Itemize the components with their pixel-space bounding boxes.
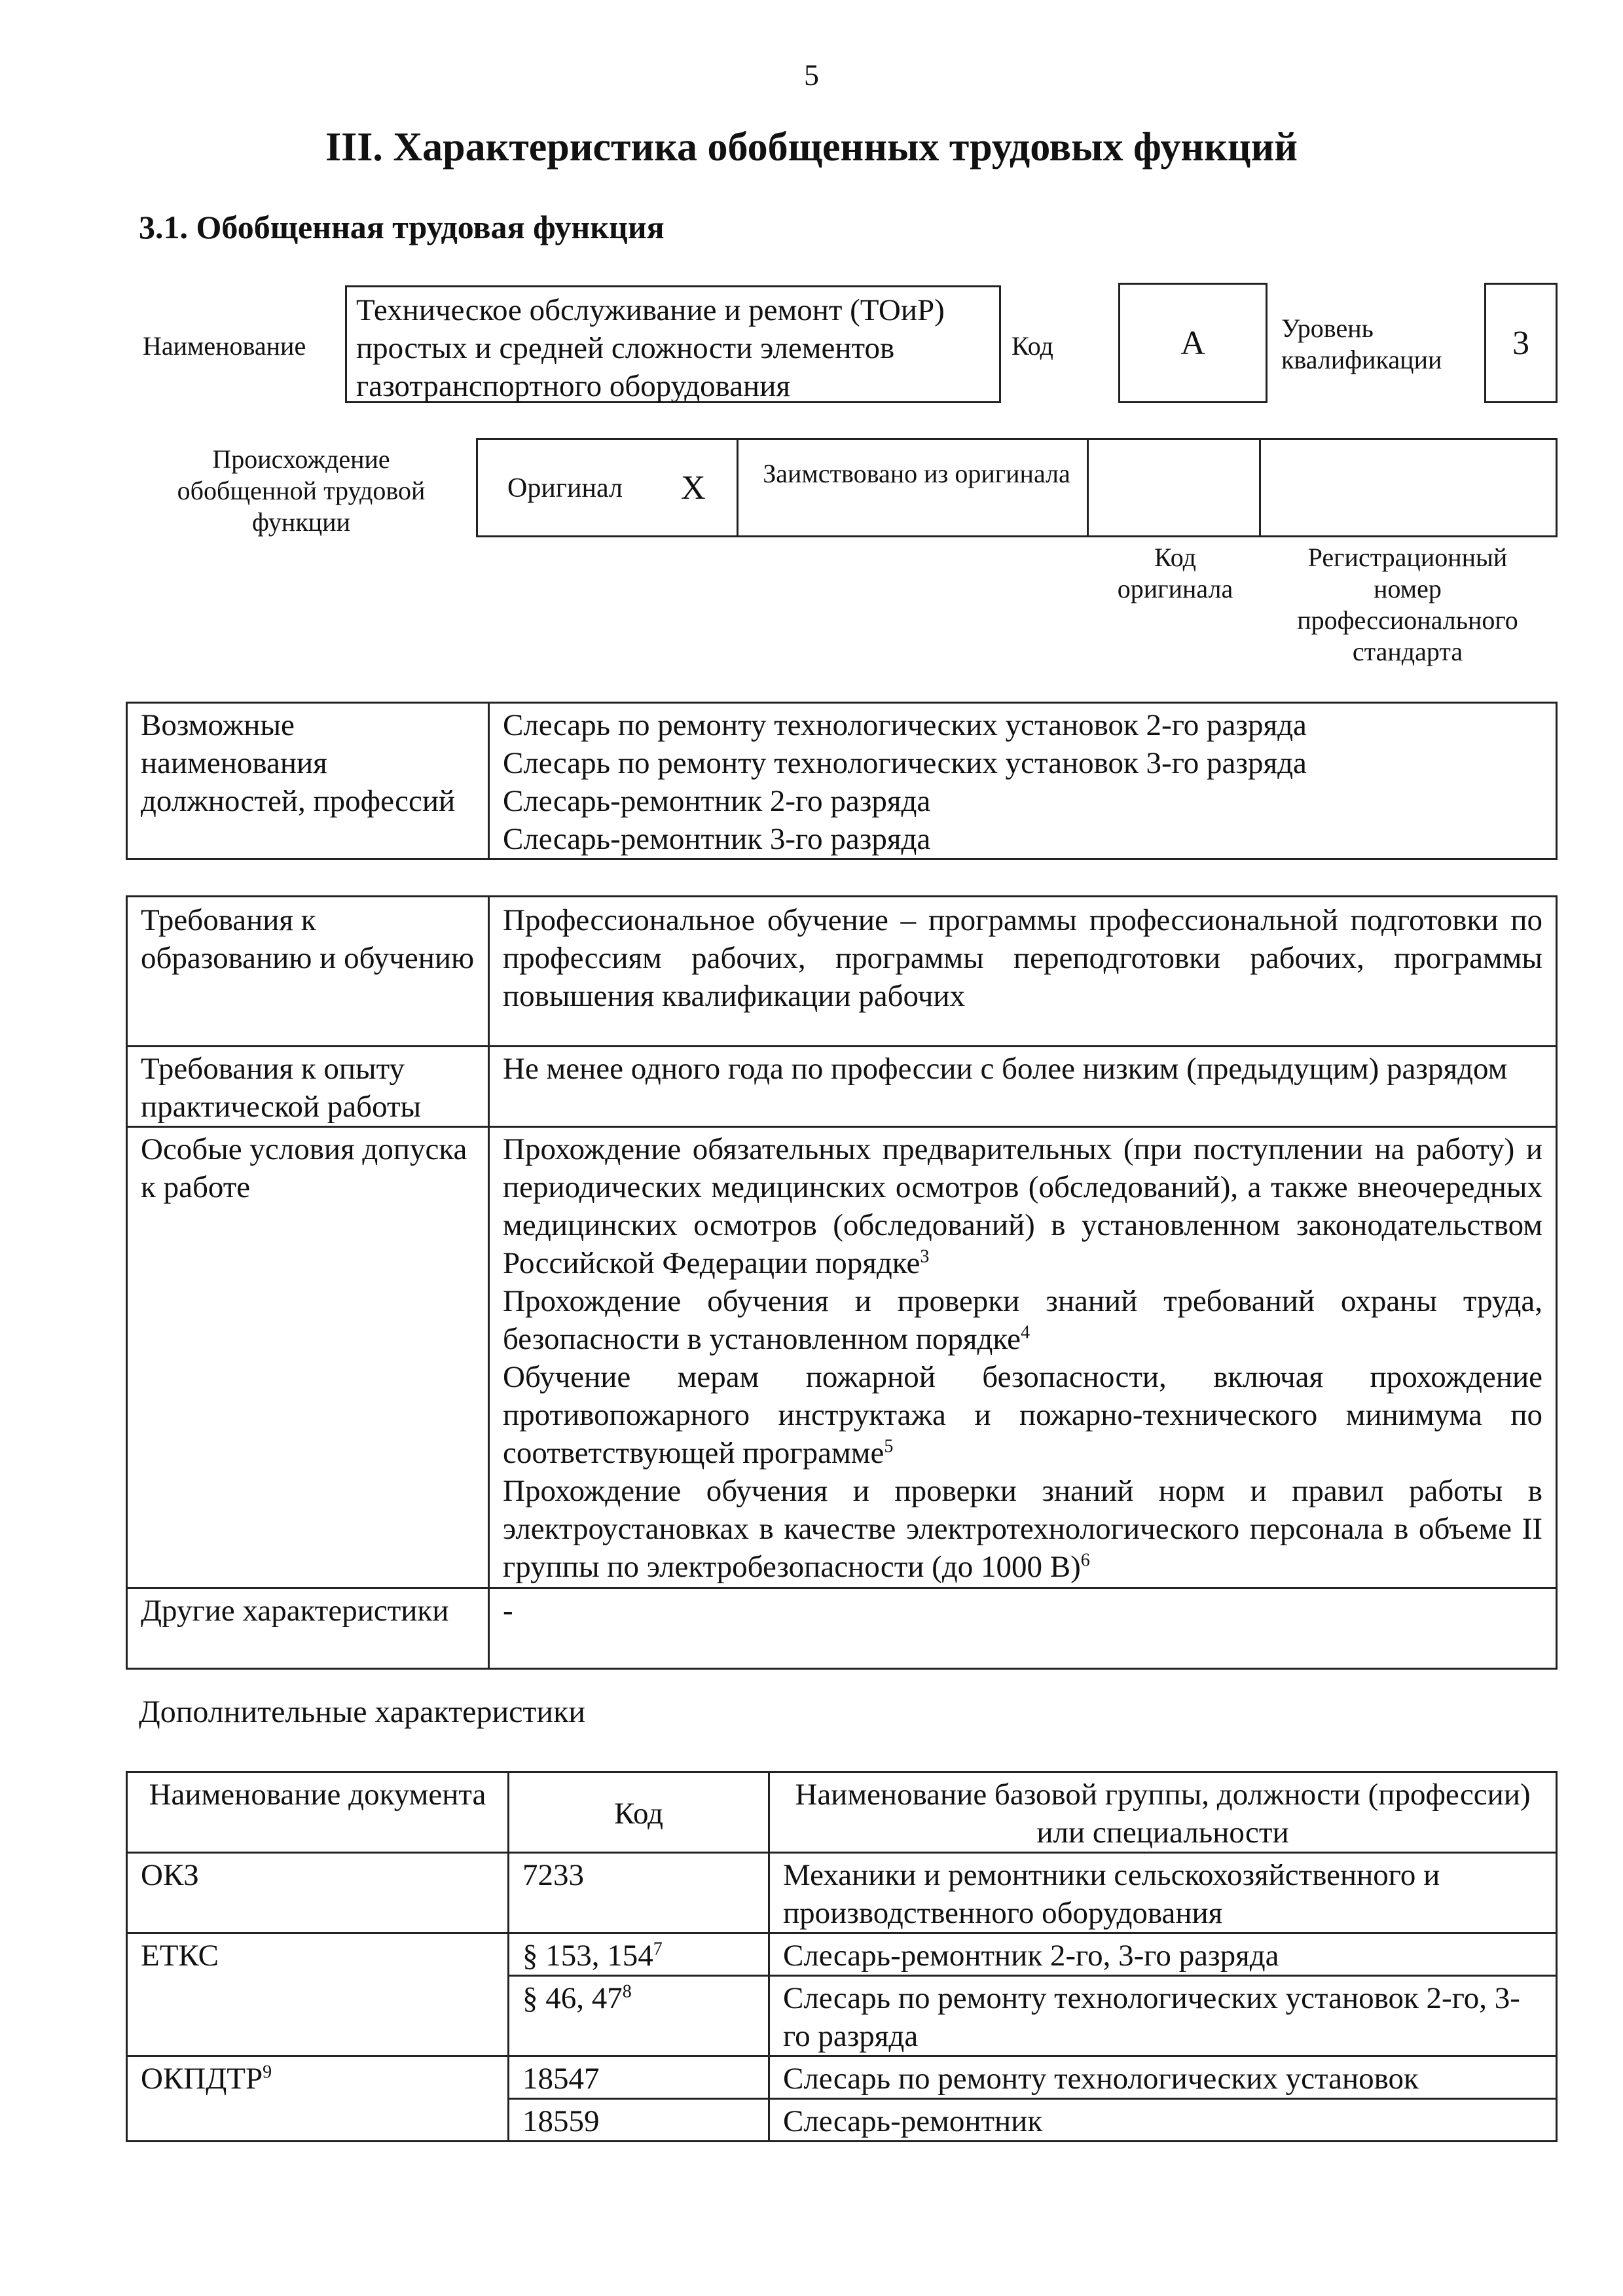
name-cell: Механики и ремонтники сельскохозяйственного и производственного оборудования	[769, 1853, 1557, 1933]
footnote-ref: 4	[1020, 1322, 1030, 1343]
doc-cell: ОКПДТР$^9$	[127, 2056, 509, 2142]
experience-label: Требования к опыту практической работы	[127, 1047, 489, 1127]
code-cell: 18559	[509, 2099, 769, 2142]
special-conditions	[489, 1127, 1557, 1588]
additional-title: Дополнительные характеристики	[139, 1695, 586, 1729]
footnote-ref: 3	[920, 1246, 930, 1267]
doc-cell: ОКЗ	[127, 1853, 509, 1933]
position-item: Слесарь-ремонтник 3-го разряда	[503, 822, 931, 856]
special-item: Прохождение обязательных предварительных (при поступлении на работу) и периодических медицинских осмотров (обследований), а также внеочередных медицинских осмотров (обследований) в установленном законодательством Российской Федерации порядке$^3$	[503, 1132, 1542, 1280]
code-cell: 7233	[509, 1853, 769, 1933]
col-doc-header: Наименование документа	[127, 1772, 509, 1853]
code-value: A	[1118, 283, 1267, 403]
original-label: Оригинал	[507, 473, 623, 503]
borrowed-label: Заимствовано из оригинала	[763, 459, 1070, 488]
code-cell: § 46, $47^8$	[509, 1976, 769, 2056]
positions-list	[489, 703, 1557, 859]
level-label: Уровень квалификации	[1281, 314, 1442, 374]
code-cell: 18547	[509, 2056, 769, 2099]
additional-table	[126, 1771, 1558, 2142]
origin-label: Происхождение обобщенной трудовой функции	[177, 444, 426, 537]
positions-table	[126, 702, 1558, 860]
name-label: Наименование	[143, 331, 306, 361]
position-item: Слесарь по ремонту технологических установок 2-го разряда	[503, 708, 1307, 742]
positions-label: Возможные наименования должностей, профессий	[127, 703, 489, 859]
requirements-table	[126, 895, 1558, 1670]
other-label: Другие характеристики	[127, 1588, 489, 1669]
special-label: Особые условия допуска к работе	[127, 1127, 489, 1588]
level-value: 3	[1484, 283, 1558, 403]
table-row	[127, 1933, 1557, 1976]
footnote-ref: 5	[884, 1436, 894, 1457]
code-caption: Код оригинала	[1117, 543, 1233, 603]
name-value: Техническое обслуживание и ремонт (ТОиР) простых и средней сложности элементов газотранспортного оборудования	[345, 285, 1001, 403]
reg-caption: Регистрационный номер профессионального стандарта	[1297, 543, 1518, 666]
original-mark: X	[681, 469, 706, 507]
col-name-header: Наименование базовой группы, должности (профессии) или специальности	[769, 1772, 1557, 1853]
education-value: Профессиональное обучение – программы профессиональной подготовки по профессиям рабочих, программы переподготовки рабочих, программы повышения квалификации рабочих	[489, 897, 1557, 1047]
table-row	[127, 2056, 1557, 2099]
position-item: Слесарь-ремонтник 2-го разряда	[503, 784, 931, 818]
name-cell: Слесарь-ремонтник 2-го, 3-го разряда	[769, 1933, 1557, 1976]
code-label: Код	[1012, 331, 1053, 361]
section-title: III. Характеристика обобщенных трудовых функций	[325, 125, 1298, 170]
footnote-ref: 6	[1080, 1550, 1090, 1571]
origin-box	[476, 438, 1558, 537]
name-cell: Слесарь по ремонту технологических установок	[769, 2056, 1557, 2099]
special-item: Прохождение обучения и проверки знаний требований охраны труда, безопасности в установленном порядке$^4$	[503, 1284, 1542, 1356]
special-item: Обучение мерам пожарной безопасности, включая прохождение противопожарного инструктажа и пожарно-технического минимума по соответствующей программе$^5$	[503, 1360, 1542, 1470]
experience-value: Не менее одного года по профессии с более низким (предыдущим) разрядом	[489, 1047, 1557, 1127]
col-code-header: Код	[509, 1772, 769, 1853]
name-cell: Слесарь по ремонту технологических установок 2-го, 3-го разряда	[769, 1976, 1557, 2056]
page-number: 5	[804, 58, 819, 92]
table-row	[127, 1853, 1557, 1933]
position-item: Слесарь по ремонту технологических установок 3-го разряда	[503, 746, 1307, 780]
doc-cell: ЕТКС	[127, 1933, 509, 2056]
code-cell: § 153, $154^7$	[509, 1933, 769, 1976]
education-label: Требования к образованию и обучению	[127, 897, 489, 1047]
other-value: -	[489, 1588, 1557, 1669]
special-item: Прохождение обучения и проверки знаний норм и правил работы в электроустановках в качестве электротехнологического персонала в объеме II группы по электробезопасности (до 1000 В)$^6$	[503, 1474, 1542, 1584]
subsection-title: 3.1. Обобщенная трудовая функция	[139, 209, 665, 245]
name-cell: Слесарь-ремонтник	[769, 2099, 1557, 2142]
